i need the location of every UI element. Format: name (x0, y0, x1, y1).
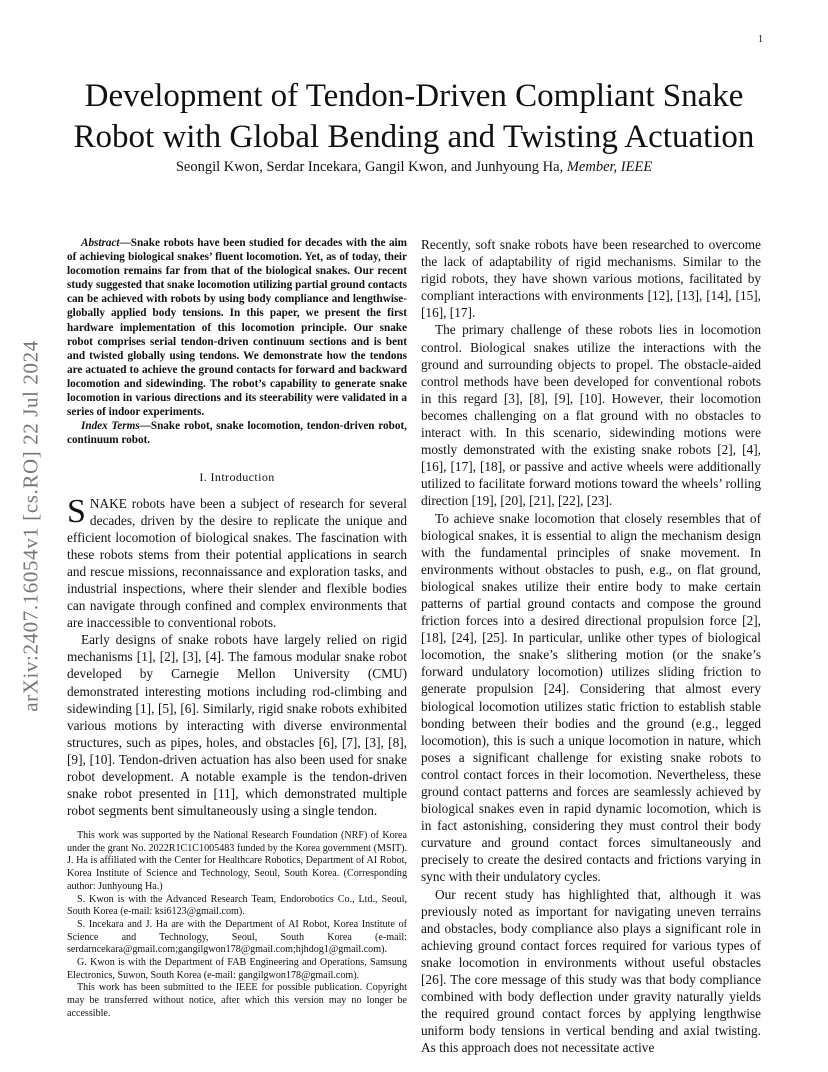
abstract-text: —Snake robots have been studied for decades with the aim of achieving biological snakes’ fluent locomotion. Yet, as of today, their locomotion remains far from that of the biological snakes. Our recent study suggested that snake locomotion utilizing partial ground contacts can be achieved with robots by using body compliance and lengthwise-globally applied body tensions. In this paper, we present the first hardware implementation of this locomotion principle. Our snake robot comprises serial tendon-driven continuum sections and is bent and twisted globally using tendons. We demonstrate how the tendons are actuated to achieve the ground contacts for forward and backward locomotion and sidewinding. The robot’s capability to generate snake locomotion in various directions and its steerability were validated in a series of indoor experiments. (67, 237, 407, 419)
paper-title: Development of Tendon-Driven Compliant Snake Robot with Global Bending and Twisting Actuation (73, 78, 755, 155)
index-terms-label: Index Terms (81, 420, 140, 433)
intro-paragraph-2: Early designs of snake robots have largely relied on rigid mechanisms [1], [2], [3], [4]. The famous modular snake robot developed by Carnegie Mellon University (CMU) demonstrated interesting motions including rod-climbing and sidewinding [1], [5], [6]. Similarly, rigid snake robots exhibited various motions by interacting with diverse environmental structures, such as pipes, holes, and obstacles [6], [7], [3], [8], [9], [10]. Tendon-driven actuation has also been used for snake robot development. A notable example is the tendon-driven snake robot presented in [11], which demonstrated multiple robot segments bent simultaneously using a single tendon. (67, 632, 407, 819)
right-paragraph-2: The primary challenge of these robots lies in locomotion control. Biological snakes utilize the interactions with the ground and surrounding objects to propel. The obstacle-aided control methods have been developed for conventional robots in this regard [3], [8], [9], [10]. However, their locomotion becomes challenging on a flat ground with no obstacles to interact with. In this scenario, sidewinding motions were mostly demonstrated with the existing snake robots [2], [4], [16], [17], [18], or passive and active wheels were additionally utilized to facilitate forward motions toward the wheels’ rolling direction [19], [20], [21], [22], [23]. (421, 322, 761, 509)
footnote-incekara-ha: S. Incekara and J. Ha are with the Department of AI Robot, Korea Institute of Science and Technology, Seoul, South Korea (e-mail: serdarncekara@gmail.com;gangilgwon178@gmail.com;hjhdog1@gmail.com). (67, 918, 407, 956)
footnote-kwon: S. Kwon is with the Advanced Research Team, Endorobotics Co., Ltd., Seoul, South Korea (e-mail: ksi6123@gmail.com). (67, 893, 407, 918)
intro-paragraph-1-text: NAKE robots have been a subject of research for several decades, driven by the desire to replicate the unique and efficient locomotion of biological snakes. The fascination with these robots stems from their potential applications in search and rescue missions, reconnaissance and exploration tasks, and industrial inspections, where their slender and flexible bodies can navigate through confined and complex environments that are inaccessible to conventional robots. (67, 495, 407, 631)
drop-cap: S (67, 492, 86, 530)
abstract (67, 236, 407, 419)
footnotes (67, 830, 407, 1021)
author-list (60, 159, 768, 176)
right-paragraph-1: Recently, soft snake robots have been researched to overcome the lack of adaptability of rigid mechanisms. Similar to the rigid robots, they have shown various motions, facilitated by compliant interactions with environments [12], [13], [14], [15], [16], [17]. (421, 237, 761, 321)
page-number: 1 (758, 34, 763, 45)
arxiv-watermark (16, 296, 46, 756)
author-names: Seongil Kwon, Serdar Incekara, Gangil Kwon, and Junhyoung Ha, (175, 159, 564, 175)
index-terms-text: —Snake robot, snake locomotion, tendon-driven robot, continuum robot. (67, 420, 407, 447)
footnote-gkwon: G. Kwon is with the Department of FAB Engineering and Operations, Samsung Electronics, Suwon, South Korea (e-mail: gangilgwon178@gmail.com). (67, 957, 407, 981)
left-column (67, 236, 407, 819)
section-heading-introduction: I. Introduction (199, 470, 275, 485)
abstract-label: Abstract (81, 237, 120, 249)
intro-paragraph-1 (67, 492, 407, 632)
footnote-funding: This work was supported by the National Research Foundation (NRF) of Korea under the grant No. 2022R1C1C1005483 funded by the Korea government (MSIT). J. Ha is affiliated with the Center for Healthcare Robotics, Department of AI Robot, Korea Institute of Science and Technology, Seoul, South Korea. (Corresponding author: Junhyoung Ha.) (67, 830, 407, 892)
right-paragraph-3: To achieve snake locomotion that closely resembles that of biological snakes, it is essential to align the mechanism design with the fundamental principles of snake movement. In environments without obstacles to push, e.g., on flat ground, biological snakes utilize their entire body to make certain patterns of partial ground contacts and compose the ground friction forces into a desired directional propulsion force [2], [18], [24], [25]. In particular, unlike other types of biological locomotion, the snake’s slithering motion (or the snake’s forward undulatory locomotion) utilizes sliding friction to generate propulsion [24]. Considering that almost every biological locomotion utilizes static friction to establish stable bonding between their bodies and the ground (e.g., legged locomotion), this is such a unique locomotion in nature, which poses a significant challenge for existing snake robots to control contact forces in their locomotion. Nevertheless, these ground contact patterns and forces are seamlessly achieved by biological snakes even in rapid dynamic locomotion, which is in fact astonishing, considering they must control their body curvature and ground contact forces simultaneously and precisely to create the desired contacts and frictions varying in sync with their undulatory cycles. (421, 510, 761, 885)
right-paragraph-4: Our recent study has highlighted that, although it was previously noted as important for navigating uneven terrains and obstacles, body compliance also plays a significant role in achieving ground contact forces required for various types of snake locomotion in environments without useful obstacles [26]. The core message of this study was that body compliance combined with body deflection under gravity naturally yields the required ground contact forces by applying lengthwise uniform body tensions in vertical bending and axial twisting. As this approach does not necessitate active (421, 886, 761, 1056)
arxiv-id: arXiv:2407.16054v1 [cs.RO] 22 Jul 2024 (18, 340, 43, 712)
footnote-copyright: This work has been submitted to the IEEE for possible publication. Copyright may be transferred without notice, after which this version may no longer be accessible. (67, 982, 407, 1019)
author-role: Member, IEEE (566, 159, 653, 175)
index-terms (67, 419, 407, 447)
right-column (421, 236, 761, 1057)
